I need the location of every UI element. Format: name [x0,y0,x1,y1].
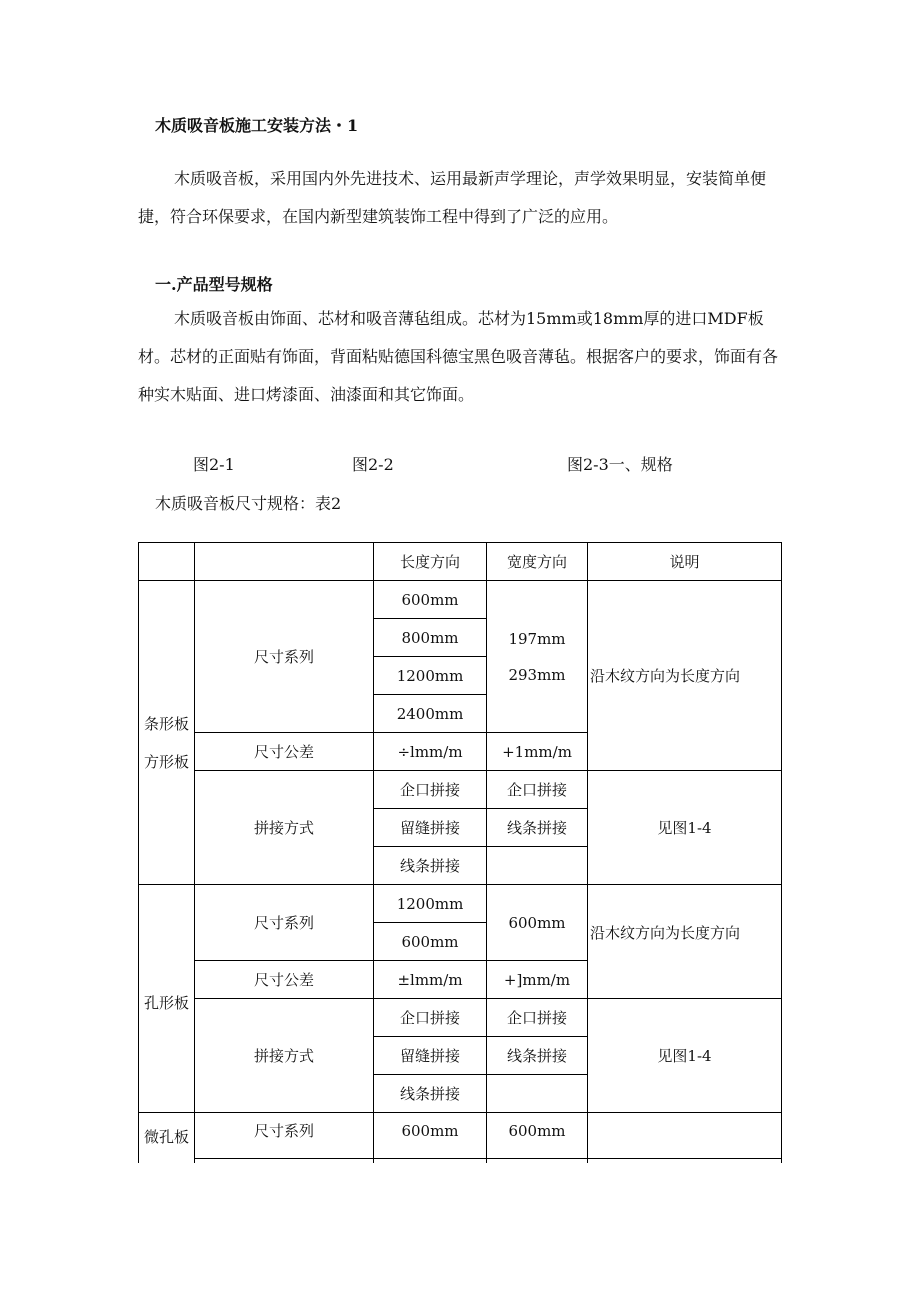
join-length: 线条拼接 [374,1075,487,1113]
row-label: 尺寸系列 [195,1113,374,1159]
length-cell: 1200mm [374,885,487,923]
length-cell: 1200mm [374,657,487,695]
tolerance-length: ±lmm∕m [374,961,487,999]
join-length: 线条拼接 [374,847,487,885]
length-cell: 600mm [374,1113,487,1159]
width-cell: 600mm [487,885,588,961]
width-cell: 600mm [487,1113,588,1159]
table-row [139,999,782,1037]
table-cell [588,1113,782,1159]
table-row [139,771,782,809]
tolerance-width: +]mm∕m [487,961,588,999]
page-cut-mask [137,1163,797,1303]
length-cell: 600mm [374,581,487,619]
length-cell: 800mm [374,619,487,657]
type-label: 方形板 [143,753,189,771]
note-cell: 沿木纹方向为长度方向 [588,581,782,771]
join-length: 留缝拼接 [374,1037,487,1075]
header-width: 宽度方向 [487,543,588,581]
table-caption: 木质吸音板尺寸规格：表2 [155,494,342,513]
width-value: 293mm [508,665,566,684]
section-heading: 一.产品型号规格 [155,275,273,294]
figure-label-2: 图2-2 [352,455,394,474]
row-label: 尺寸公差 [195,733,374,771]
row-label: 尺寸系列 [195,885,374,961]
join-length: 留缝拼接 [374,809,487,847]
join-length: 企口拼接 [374,999,487,1037]
table-cell [487,1075,588,1113]
tolerance-length: ÷lmm∕m [374,733,487,771]
join-width: 线条拼接 [487,1037,588,1075]
doc-title: 木质吸音板施工安装方法・1 [155,116,359,135]
row-label: 拼接方式 [195,771,374,885]
type-cell-strip-square [139,581,195,885]
table-row [139,1113,782,1159]
figure-label-3: 图2-3一、规格 [567,455,673,474]
table-row [139,581,782,619]
join-width: 线条拼接 [487,809,588,847]
width-cell [487,581,588,733]
header-length: 长度方向 [374,543,487,581]
figure-label-1: 图2-1 [193,455,235,474]
intro-paragraph: 木质吸音板，采用国内外先进技术、运用最新声学理论，声学效果明显，安装简单便捷，符合环保要求，在国内新型建筑装饰工程中得到了广泛的应用。 [138,169,767,226]
section-paragraph: 木质吸音板由饰面、芯材和吸音薄毡组成。芯材为15mm或18mm厚的进口MDF板材。芯材的正面贴有饰面，背面粘贴德国科德宝黑色吸音薄毡。根据客户的要求，饰面有各种实木贴面、进口烤漆面、油漆面和其它饰面。 [138,309,779,404]
join-width: 企口拼接 [487,771,588,809]
note-cell: 沿木纹方向为长度方向 [588,885,782,999]
join-note: 见图1-4 [588,771,782,885]
row-label: 拼接方式 [195,999,374,1113]
header-note: 说明 [588,543,782,581]
table-header-row [139,543,782,581]
type-cell-microhole: 微孔板 [139,1113,195,1197]
type-label: 条形板 [143,715,189,733]
width-value: 197mm [508,629,566,648]
join-length: 企口拼接 [374,771,487,809]
spec-table [138,542,782,1197]
type-cell-hole: 孔形板 [139,885,195,1113]
table-cell [139,543,195,581]
table-row [139,885,782,923]
length-cell: 600mm [374,923,487,961]
row-label: 尺寸公差 [195,961,374,999]
length-cell: 2400mm [374,695,487,733]
join-note: 见图1-4 [588,999,782,1113]
table-cell [195,543,374,581]
join-width: 企口拼接 [487,999,588,1037]
tolerance-width: +1mm∕m [487,733,588,771]
row-label: 尺寸系列 [195,581,374,733]
table-cell [487,847,588,885]
